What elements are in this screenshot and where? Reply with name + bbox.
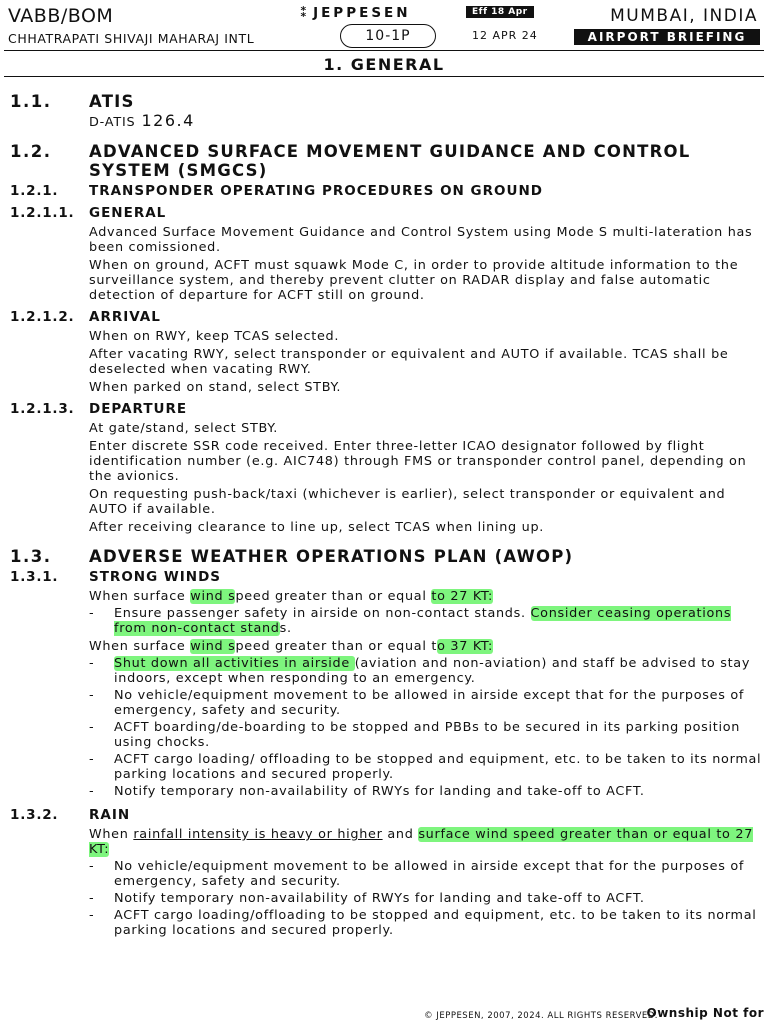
subsection-title: STRONG WINDS — [89, 569, 222, 585]
subsection-number: 1.2.1.1. — [10, 205, 75, 221]
highlight: Shut down all activities in airside — [114, 656, 355, 671]
section-number: 1.1. — [10, 92, 52, 111]
jeppesen-logo-icon: ⁑ — [300, 5, 308, 21]
chart-header — [0, 0, 768, 80]
bullet-item — [89, 656, 762, 686]
ownship-watermark: Ownship Not for — [646, 1006, 764, 1020]
subsection-number: 1.2.1. — [10, 183, 59, 199]
bullet-item: - ACFT cargo loading/offloading to be stopped and equipment, etc. to be taken to its normal parking locations and secured properly. — [89, 908, 762, 938]
bullet-item: - Notify temporary non-availability of RWYs for landing and take-off to ACFT. — [89, 891, 762, 906]
subsection-title: RAIN — [89, 807, 131, 823]
highlight: o 37 KT: — [437, 639, 494, 654]
subsection-number: 1.3.1. — [10, 569, 59, 585]
paragraph: At gate/stand, select STBY. — [89, 421, 278, 436]
effective-date-badge: Eff 18 Apr — [466, 6, 534, 18]
bullet-item: - No vehicle/equipment movement to be allowed in airside except that for the purposes of emergency, safety and security. — [89, 859, 762, 889]
subsection-general — [0, 205, 768, 222]
bullet-item: - ACFT boarding/de-boarding to be stopped and PBBs to be secured in its parking position using chocks. — [89, 720, 762, 750]
section-number: 1.3. — [10, 547, 52, 566]
brand-name: JEPPESEN — [313, 5, 411, 21]
section-label-badge: AIRPORT BRIEFING — [574, 29, 760, 45]
section-smgcs — [0, 142, 768, 180]
chart-date: 12 APR 24 — [472, 29, 538, 42]
subsection-rain — [0, 807, 768, 824]
section-number: 1.2. — [10, 142, 52, 161]
subsection-departure — [0, 401, 768, 418]
condition-line — [89, 639, 759, 654]
highlight: wind s — [190, 589, 236, 604]
text-run: peed greater than or equal — [235, 589, 432, 604]
bullet-item: - Notify temporary non-availability of RWYs for landing and take-off to ACFT. — [89, 784, 762, 799]
atis-frequency-line — [89, 111, 768, 130]
subsection-transponder — [0, 183, 768, 200]
paragraph: When on ground, ACFT must squawk Mode C, in order to provide altitude information to the surveillance system, and thereby prevent clutter on RADAR display and false automatic detection of departure for ACFT still on ground. — [89, 258, 739, 303]
city-country: MUMBAI, INDIA — [610, 6, 758, 26]
paragraph: When on RWY, keep TCAS selected. — [89, 329, 340, 344]
copyright-notice: © JEPPESEN, 2007, 2024. ALL RIGHTS RESERVED. — [424, 1011, 658, 1021]
subsection-strong-winds — [0, 569, 768, 586]
bullet-item: - No vehicle/equipment movement to be allowed in airside except that for the purposes of emergency, safety and security. — [89, 688, 762, 718]
title-divider — [4, 76, 764, 77]
bullet-item: - ACFT cargo loading/ offloading to be stopped and equipment, etc. to be taken to its normal parking locations and secured properly. — [89, 752, 762, 782]
subsection-number: 1.2.1.2. — [10, 309, 75, 325]
highlight: to 27 KT: — [431, 589, 494, 604]
highlight: wind s — [190, 639, 236, 654]
underline-mark: rainfall intensity is heavy or higher — [133, 827, 383, 842]
text-run: s. — [279, 621, 292, 636]
subsection-arrival — [0, 309, 768, 326]
airport-name: CHHATRAPATI SHIVAJI MAHARAJ INTL — [8, 31, 255, 46]
jeppesen-brand — [300, 5, 411, 21]
atis-frequency: 126.4 — [141, 111, 195, 130]
highlight: surface wind speed greater than or equal to 27 KT: — [89, 827, 754, 857]
subsection-number: 1.3.2. — [10, 807, 59, 823]
text-run: (aviation and non-aviation) and staff be advised to stay indoors, except when responding to an emergency. — [114, 656, 751, 686]
subsection-title: ARRIVAL — [89, 309, 161, 325]
paragraph: Advanced Surface Movement Guidance and Control System using Mode S multi-lateration has been comissioned. — [89, 225, 753, 255]
text-run: When surface — [89, 589, 191, 604]
document-body — [0, 86, 768, 938]
paragraph: Enter discrete SSR code received. Enter three-letter ICAO designator followed by flight identification number (e.g. AIC748) through FMS or transponder control panel, depending on the avionics. — [89, 439, 747, 484]
section-title: ADVANCED SURFACE MOVEMENT GUIDANCE AND CONTROL SYSTEM (SMGCS) — [89, 142, 691, 180]
header-divider — [4, 50, 764, 51]
atis-label: D-ATIS — [89, 115, 136, 130]
section-awop — [0, 547, 768, 566]
section-title: ATIS — [89, 92, 135, 111]
text-run: peed greater than or equal t — [235, 639, 438, 654]
condition-line — [89, 589, 759, 604]
chart-number: 10-1P — [340, 24, 436, 48]
highlight: Consider ceasing operations from non-contact stand — [114, 606, 732, 636]
airport-icao: VABB/BOM — [8, 5, 114, 27]
subsection-title: TRANSPONDER OPERATING PROCEDURES ON GROUND — [89, 183, 543, 199]
condition-line — [89, 827, 759, 857]
section-atis — [0, 92, 768, 111]
text-run: When — [89, 827, 134, 842]
subsection-title: GENERAL — [89, 205, 167, 221]
paragraph: After receiving clearance to line up, select TCAS when lining up. — [89, 520, 545, 535]
paragraph: When parked on stand, select STBY. — [89, 380, 342, 395]
paragraph: On requesting push-back/taxi (whichever is earlier), select transponder or equivalent and AUTO if available. — [89, 487, 726, 517]
paragraph: After vacating RWY, select transponder or equivalent and AUTO if available. TCAS shall be deselected when vacating RWY. — [89, 347, 729, 377]
text-run: When surface — [89, 639, 191, 654]
page-title: 1. GENERAL — [323, 55, 445, 74]
text-run: Ensure passenger safety in airside on non-contact stands. — [114, 606, 531, 621]
bullet-item — [89, 606, 762, 636]
section-title: ADVERSE WEATHER OPERATIONS PLAN (AWOP) — [89, 547, 574, 566]
text-run: and — [382, 827, 419, 842]
subsection-number: 1.2.1.3. — [10, 401, 75, 417]
subsection-title: DEPARTURE — [89, 401, 188, 417]
